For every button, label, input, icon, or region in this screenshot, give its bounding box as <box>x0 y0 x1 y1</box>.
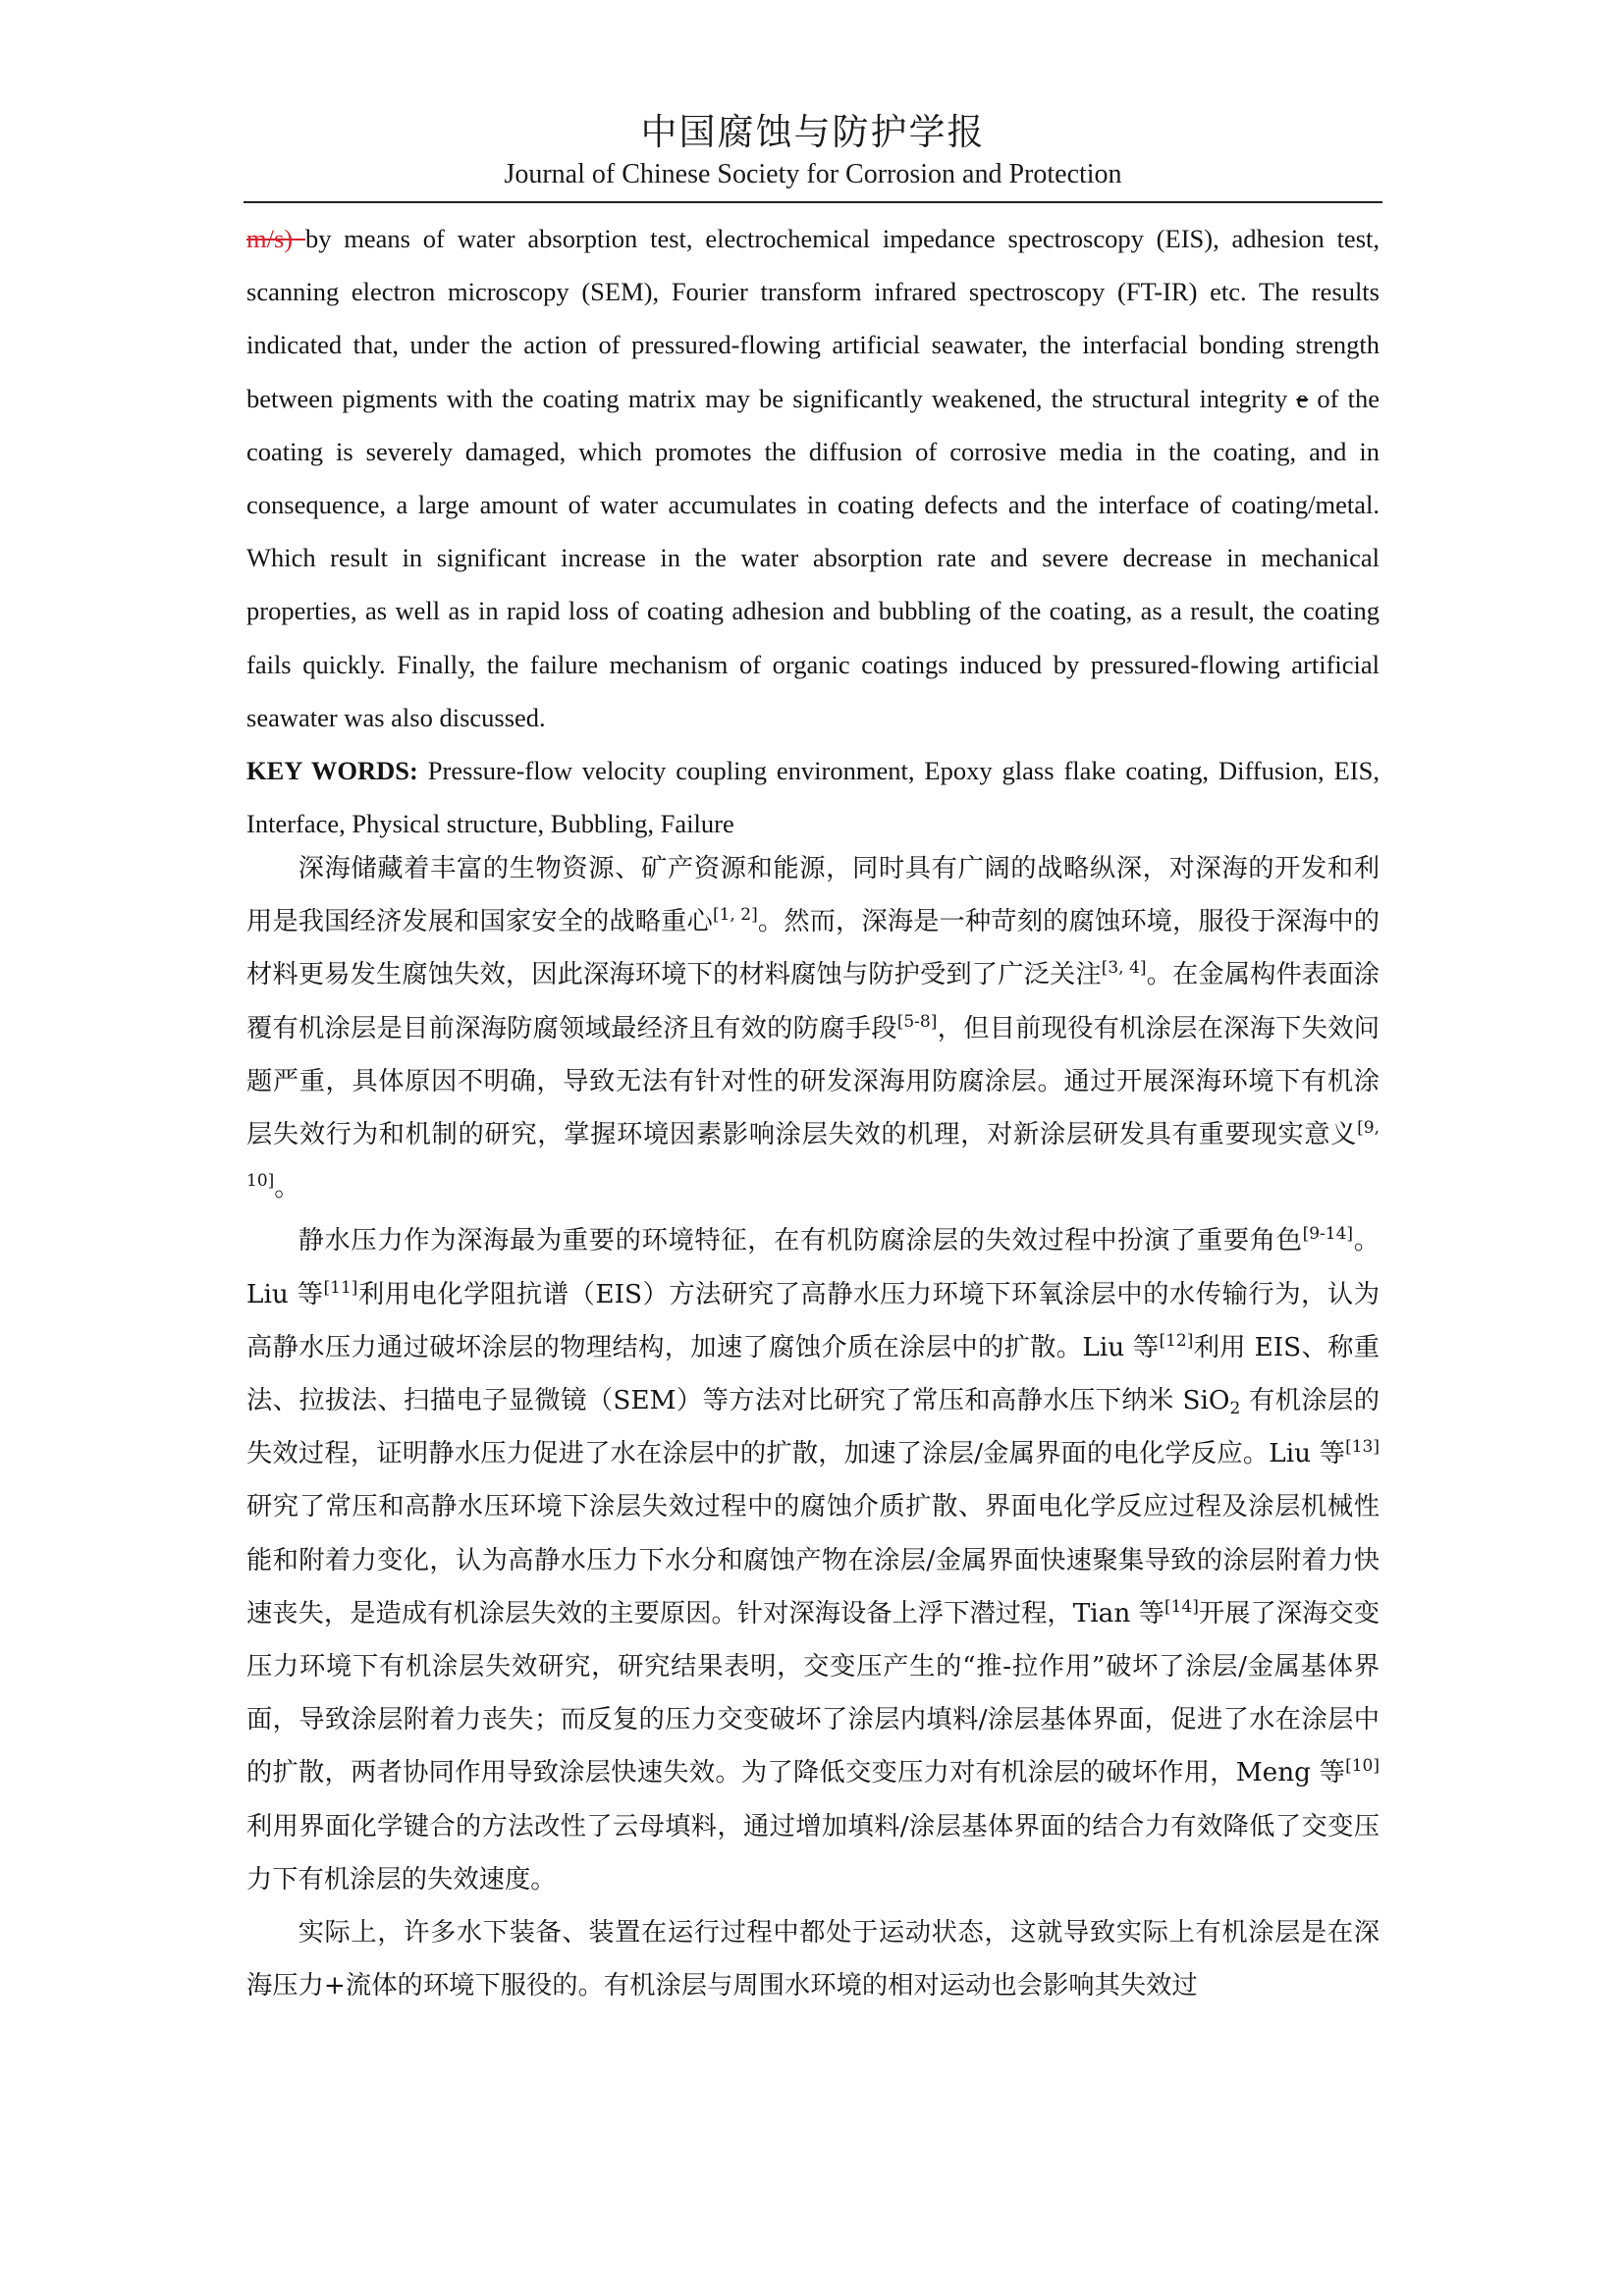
abstract-paragraph <box>246 212 1380 744</box>
citation: [1, 2] <box>712 905 758 926</box>
p1-text-4: ，但目前现役有机涂层在深海下失效问题严重，具体原因不明确，导致无法有针对性的研发深海用防腐涂层。通过开展深海环境下有机涂层失效行为和机制的研究，掌握环境因素影响涂层失效的机理，对新涂层研发具有重要现实意义 <box>246 1013 1380 1150</box>
citation: [9-14] <box>1302 1224 1354 1245</box>
p2-text-2: 。Liu 等 <box>246 1226 1380 1309</box>
p2-text-6: 研究了常压和高静水压环境下涂层失效过程中的腐蚀介质扩散、界面电化学反应过程及涂层机械性能和附着力变化，认为高静水压力下水分和腐蚀产物在涂层/金属界面快速聚集导致的涂层附着力快速丧失，是造成有机涂层失效的主要原因。针对深海设备上浮下潜过程，Tian 等 <box>246 1492 1380 1629</box>
keywords <box>246 744 1380 850</box>
p2-text-4: 利用 EIS、称重法、拉拔法、扫描电子显微镜（SEM）等方法对比研究了常压和高静水压下纳米 SiO <box>246 1332 1380 1416</box>
keywords-text: Pressure-flow velocity coupling environment, Epoxy glass flake coating, Diffusion, EIS, Interface, Physical structure, Bubbling, Failure <box>246 756 1380 839</box>
subscript: 2 <box>1229 1399 1241 1419</box>
p1-text-1: 深海储藏着丰富的生物资源、矿产资源和能源，同时具有广阔的战略纵深，对深海的开发和利用是我国经济发展和国家安全的战略重心 <box>246 854 1380 937</box>
citation: [13] <box>1345 1437 1380 1458</box>
p1-text-3: 。在金属构件表面涂覆有机涂层是目前深海防腐领域最经济且有效的防腐手段 <box>246 960 1380 1043</box>
citation: [12] <box>1159 1330 1194 1351</box>
citation: [10] <box>1345 1756 1380 1777</box>
body-paragraph-3 <box>246 1906 1380 2012</box>
p1-text-2: 。然而，深海是一种苛刻的腐蚀环境，服役于深海中的材料更易发生腐蚀失效，因此深海环境下的材料腐蚀与防护受到了广泛关注 <box>246 907 1380 990</box>
abstract-text-part1: by means of water absorption test, electrochemical impedance spectroscopy (EIS), adhesion test, scanning electron microscopy (SEM), Fourier transform infrared spectroscopy (FT-IR) etc. The results indicated that, under the action of pressured-flowing artificial seawater, the interfacial bonding strength between pigments with the coating matrix may be significantly weakened, the structural integrity <box>246 224 1380 413</box>
p2-text-8: 利用界面化学键合的方法改性了云母填料，通过增加填料/涂层基体界面的结合力有效降低了交变压力下有机涂层的失效速度。 <box>246 1811 1380 1895</box>
p1-text-5: 。 <box>274 1173 300 1203</box>
tracked-deletion-char: e <box>1296 383 1309 413</box>
citation: [9, 10] <box>246 1118 1380 1192</box>
journal-title-chinese: 中国腐蚀与防护学报 <box>640 111 986 153</box>
body-paragraph-2 <box>246 1214 1380 1906</box>
body-paragraph-1 <box>246 842 1380 1214</box>
header-divider <box>244 201 1382 203</box>
citation: [14] <box>1164 1596 1199 1617</box>
p2-text-5: 有机涂层的失效过程，证明静水压力促进了水在涂层中的扩散，加速了涂层/金属界面的电化学反应。Liu 等 <box>246 1386 1380 1469</box>
citation: [11] <box>323 1277 358 1298</box>
journal-header <box>244 110 1382 192</box>
p2-text-1: 静水压力作为深海最为重要的环境特征，在有机防腐涂层的失效过程中扮演了重要角色 <box>298 1226 1303 1256</box>
english-abstract <box>246 212 1380 850</box>
keywords-label: KEY WORDS: <box>246 756 418 786</box>
p2-text-7: 开展了深海交变压力环境下有机涂层失效研究，研究结果表明，交变压产生的“推-拉作用”破坏了涂层/金属基体界面，导致涂层附着力丧失；而反复的压力交变破坏了涂层内填料/涂层基体界面，促进了水在涂层中的扩散，两者协同作用导致涂层快速失效。为了降低交变压力对有机涂层的破坏作用，Meng 等 <box>246 1598 1380 1789</box>
citation: [3, 4] <box>1101 958 1147 979</box>
citation: [5-8] <box>896 1011 938 1032</box>
abstract-text-part2: of the coating is severely damaged, which promotes the diffusion of corrosive media in the coating, and in consequence, a large amount of water accumulates in coating defects and the interface of coating/metal. Which result in significant increase in the water absorption rate and severe decrease in mechanical properties, as well as in rapid loss of coating adhesion and bubbling of the coating, as a result, the coating fails quickly. Finally, the failure mechanism of organic coatings induced by pressured-flowing artificial seawater was also discussed. <box>246 383 1380 732</box>
p3-text-1: 实际上，许多水下装备、装置在运行过程中都处于运动状态，这就导致实际上有机涂层是在深海压力+流体的环境下服役的。有机涂层与周围水环境的相对运动也会影响其失效过 <box>246 1918 1380 2002</box>
tracked-deletion: m/s) <box>246 224 305 253</box>
chinese-body <box>246 842 1380 2012</box>
journal-title-english: Journal of Chinese Society for Corrosion and Protection <box>504 159 1122 189</box>
p2-text-3: 利用电化学阻抗谱（EIS）方法研究了高静水压力环境下环氧涂层中的水传输行为，认为高静水压力通过破坏涂层的物理结构，加速了腐蚀介质在涂层中的扩散。Liu 等 <box>246 1279 1380 1362</box>
